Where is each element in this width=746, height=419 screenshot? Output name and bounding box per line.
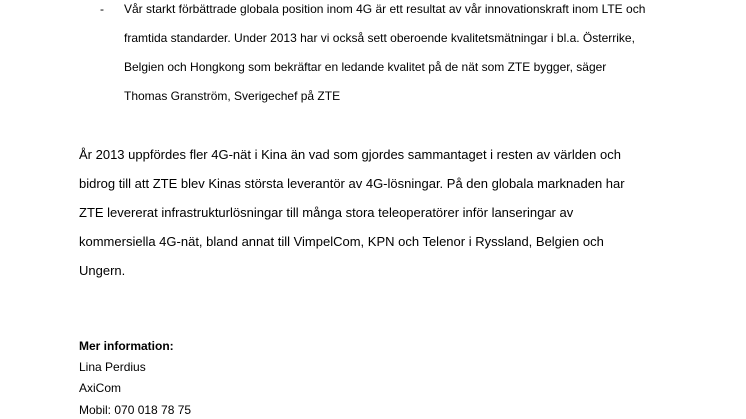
paragraph-line: bidrog till att ZTE blev Kinas största leverantör av 4G-lösningar. På den globala marknaden har — [79, 176, 625, 191]
quote-line: framtida standarder. Under 2013 har vi också sett oberoende kvalitetsmätningar i bl.a. Österrike, — [124, 31, 635, 45]
contact-heading: Mer information: — [79, 339, 174, 353]
quote-line: Thomas Granström, Sverigechef på ZTE — [124, 89, 341, 103]
paragraph-line: Ungern. — [79, 263, 126, 278]
quote-bullet: - — [100, 2, 104, 16]
quote-line: Vår starkt förbättrade globala position inom 4G är ett resultat av vår innovationskraft inom LTE och — [124, 2, 646, 16]
contact-name: Lina Perdius — [79, 360, 146, 374]
paragraph-line: kommersiella 4G-nät, bland annat till VimpelCom, KPN och Telenor i Ryssland, Belgien och — [79, 234, 604, 249]
contact-company: AxiCom — [79, 381, 122, 395]
contact-mobile: Mobil: 070 018 78 75 — [79, 403, 192, 417]
paragraph-line: ZTE levererat infrastrukturlösningar till många stora teleoperatörer inför lanseringar av — [79, 205, 574, 220]
quote-line: Belgien och Hongkong som bekräftar en ledande kvalitet på de nät som ZTE bygger, säger — [124, 60, 607, 74]
paragraph-line: År 2013 uppfördes fler 4G-nät i Kina än vad som gjordes sammantaget i resten av världen och — [79, 147, 621, 162]
